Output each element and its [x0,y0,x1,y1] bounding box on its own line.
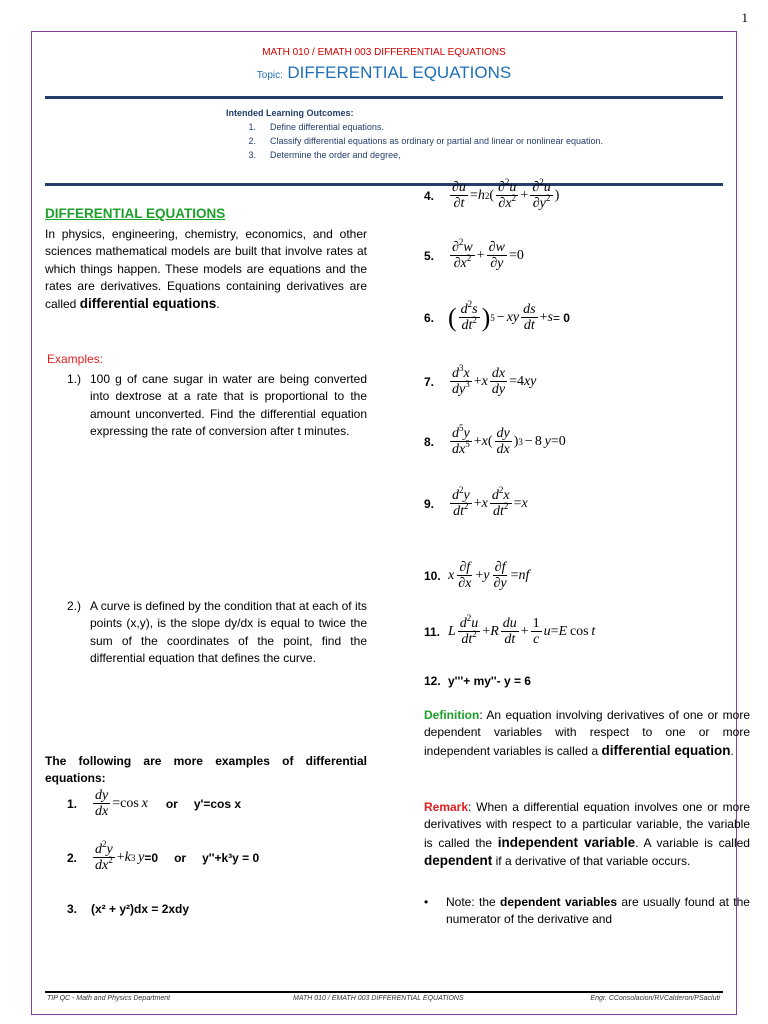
equation-number: 6. [424,310,435,325]
bullet-icon: • [424,895,429,909]
equation-number: 1. [67,796,78,811]
header-divider [45,96,723,99]
equation-number: 4. [424,188,435,203]
equation-number: 5. [424,248,435,263]
course-title: MATH 010 / EMATH 003 DIFFERENTIAL EQUATIONS [262,47,506,58]
equation-4-math: $\frac{\partial u}{\partial t}$ = h 2 ( $\frac{\partial^2u}{\partial x^2}$ + $\frac{\partial^2u}{\partial y^2}$ ) [452,177,560,211]
intro-end: . [216,297,220,312]
intro-paragraph [45,226,367,313]
learning-outcome-item [226,148,603,162]
section-heading: DIFFERENTIAL EQUATIONS [45,206,226,221]
equation-12 [424,674,531,688]
equation-11-math: L $\frac{d^2u}{dt^2}$ + R $\frac{du}{dt}$ + $\frac{1}{c}$ u = E cos t [448,613,596,647]
equation-number: 2. [67,850,78,865]
remark-text: . A variable is called [635,835,750,850]
equation-2 [67,839,260,873]
learning-outcome-item [226,120,603,134]
intro-bold-term: differential equations [79,296,217,312]
note-text-part: are usually found at the numerator of the derivative and [446,895,750,927]
equation-12-text: y'''+ my''- y = 6 [448,674,531,688]
dependent-variables-term: dependent variables [499,895,617,909]
equation-6 [424,299,570,333]
outcome-text: Classify differential equations as ordinary or partial and linear or nonlinear equation. [270,136,604,146]
equation-number: 3. [67,902,78,916]
remark-paragraph [424,799,750,870]
equation-11 [424,613,596,647]
equation-number: 10. [424,568,441,583]
equation-7-math: $\frac{d^3x}{dy^3}$ + x $\frac{dx}{dy}$ =4 xy [452,363,537,397]
note-text-part: Note: the [446,895,496,909]
outcome-number: 2. [248,136,256,146]
topic-line [0,63,768,83]
definition-term: differential equation [601,742,731,758]
independent-variable-term: independent variable [497,834,636,850]
equation-6-math: ( $\frac{d^2s}{dt^2}$ ) 5 − xy $\frac{ds}{dt}$ + s = 0 [448,299,570,333]
dependent-term: dependent [424,852,493,868]
learning-outcome-item [226,134,603,148]
equation-10 [424,560,529,591]
example-problem-2 [67,598,367,667]
learning-outcomes [226,108,603,162]
note-text [446,894,750,929]
intro-text: In physics, engineering, chemistry, economics, and other sciences mathematical models are built that involve rates at which things happen. These models are equations and the rates are derivatives. Equations containing derivatives are called [45,227,367,312]
problem-number: 1.) [67,372,82,386]
more-examples-intro: The following are more examples of differential equations: [45,754,367,786]
outcome-number: 3. [248,150,256,160]
equation-4 [424,177,560,211]
equation-number: 9. [424,496,435,511]
topic-title: DIFFERENTIAL EQUATIONS [287,63,512,82]
footer-authors: Engr. CConsolacion/RVCalderon/PSacluti [590,995,720,1002]
outcome-text: Determine the order and degree, [270,150,401,160]
equation-5-math: $\frac{\partial^2w}{\partial x^2}$ + $\frac{\partial w}{\partial y}$ =0 [452,237,524,271]
equation-2-math: $\frac{d^2y}{dx^2}$ + k 3 y =0 [95,839,159,873]
equation-9-math: $\frac{d^2y}{dt^2}$ + x $\frac{d^2x}{dt^2}$ = x [452,485,528,519]
remark-text: : When a differential equation involves one or more derivatives with respect to a particular variable, the variable is called the [424,800,750,850]
problem-number: 2.) [67,599,82,613]
section-divider [45,183,723,186]
definition-text: : An equation involving derivatives of one or more dependent variables with respect to one or more independent variables is called a [424,708,750,758]
equation-number: 8. [424,434,435,449]
outcome-text: Define differential equations. [270,122,384,132]
equation-number: 12. [424,674,441,688]
equation-8 [424,423,566,457]
topic-label: Topic: [256,70,283,81]
equation-3 [67,902,189,916]
page-number: 1 [741,10,748,25]
definition-paragraph: Definition: An equation involving derivatives of one or more dependent variables with respect to one or more independent variables is called a differential equation. [424,708,750,758]
equation-8-math: $\frac{d^5y}{dx^5}$ + x ( $\frac{dy}{dx}$ ) 3 − 8 y =0 [452,423,566,457]
equation-1-math: $\frac{dy}{dx}$ =cos x [95,788,148,819]
equation-number: 7. [424,374,435,389]
problem-text: 100 g of cane sugar in water are being converted into dextrose at a rate that is proportional to the amount unconverted. Find the differential equation expressing the rate of conversion after t minutes. [90,372,367,438]
equation-10-math: x $\frac{\partial f}{\partial x}$ + y $\frac{\partial f}{\partial y}$ = nf [448,560,530,591]
equation-3-text: (x² + y²)dx = 2xdy [91,902,190,916]
definition-label: Definition [424,708,480,722]
remark-text: if a derivative of that variable occurs. [495,853,691,868]
remark-label: Remark [424,800,469,814]
outcome-number: 1. [248,122,256,132]
footer-course: MATH 010 / EMATH 003 DIFFERENTIAL EQUATIONS [293,995,464,1002]
equation-number: 11. [424,624,441,639]
or-label: or [174,850,187,865]
equation-1-alt: y'=cos x [193,796,242,811]
examples-label: Examples: [47,352,104,366]
note-item [424,894,750,929]
equation-7 [424,363,537,397]
equation-1 [67,788,241,819]
problem-text: A curve is defined by the condition that at each of its points (x,y), is the slope dy/dx is equal to twice the sum of the coordinates of the point, find the differential equation that defines the curve. [90,599,367,665]
footer-divider [45,991,723,993]
equation-5 [424,237,524,271]
or-label: or [165,796,178,811]
example-problem-1 [67,371,367,440]
equation-2-alt: y''+k³y = 0 [202,850,260,865]
equation-9 [424,485,528,519]
footer-department: TIP QC - Math and Physics Department [47,995,171,1002]
learning-outcomes-title: Intended Learning Outcomes: [226,108,354,118]
